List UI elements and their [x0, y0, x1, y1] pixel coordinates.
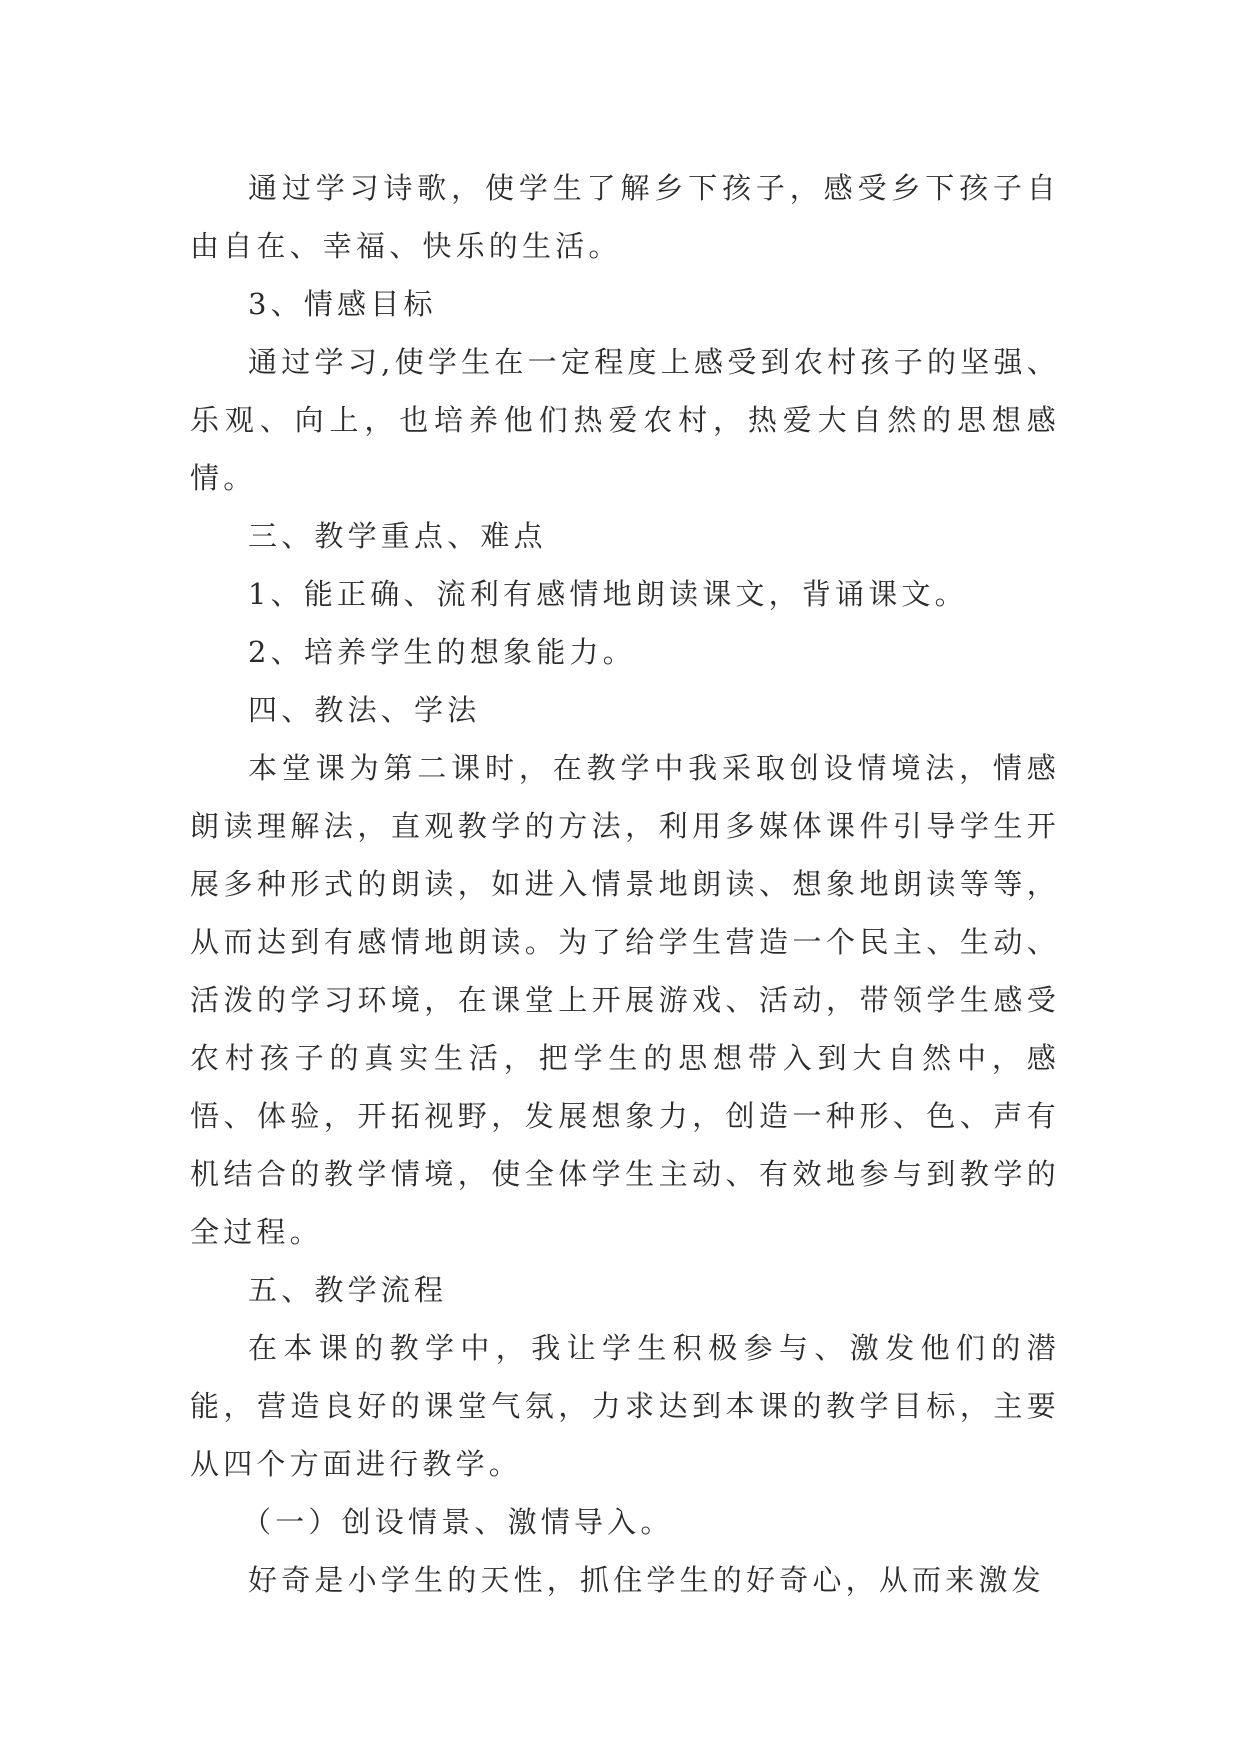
section-heading: 3、情感目标 — [248, 287, 437, 321]
paragraph: 好奇是小学生的天性，抓住学生的好奇心，从而来激发 — [248, 1563, 1045, 1597]
document-body — [190, 159, 1060, 1609]
paragraph: 通过学习,使学生在一定程度上感受到农村孩子的坚强、乐观、向上，也培养他们热爱农村，热爱大自然的思想感情。 — [190, 345, 1060, 495]
section-heading: 五、教学流程 — [248, 1273, 448, 1307]
paragraph: 本堂课为第二课时，在教学中我采取创设情境法，情感朗读理解法，直观教学的方法，利用多媒体课件引导学生开展多种形式的朗读，如进入情景地朗读、想象地朗读等等，从而达到有感情地朗读。为了给学生营造一个民主、生动、活泼的学习环境，在课堂上开展游戏、活动，带领学生感受农村孩子的真实生活，把学生的思想带入到大自然中，感悟、体验，开拓视野，发展想象力，创造一种形、色、声有机结合的教学情境，使全体学生主动、有效地参与到教学的全过程。 — [190, 751, 1060, 1249]
paragraph: 在本课的教学中，我让学生积极参与、激发他们的潜能，营造良好的课堂气氛，力求达到本课的教学目标，主要从四个方面进行教学。 — [190, 1331, 1060, 1481]
section-heading: 三、教学重点、难点 — [248, 519, 547, 553]
list-item: 2、培养学生的想象能力。 — [248, 635, 636, 669]
section-heading: 四、教法、学法 — [248, 693, 481, 727]
subsection-heading: （一）创设情景、激情导入。 — [242, 1505, 674, 1539]
list-item: 1、能正确、流利有感情地朗读课文，背诵课文。 — [248, 577, 968, 611]
paragraph: 通过学习诗歌，使学生了解乡下孩子，感受乡下孩子自由自在、幸福、快乐的生活。 — [190, 171, 1060, 263]
